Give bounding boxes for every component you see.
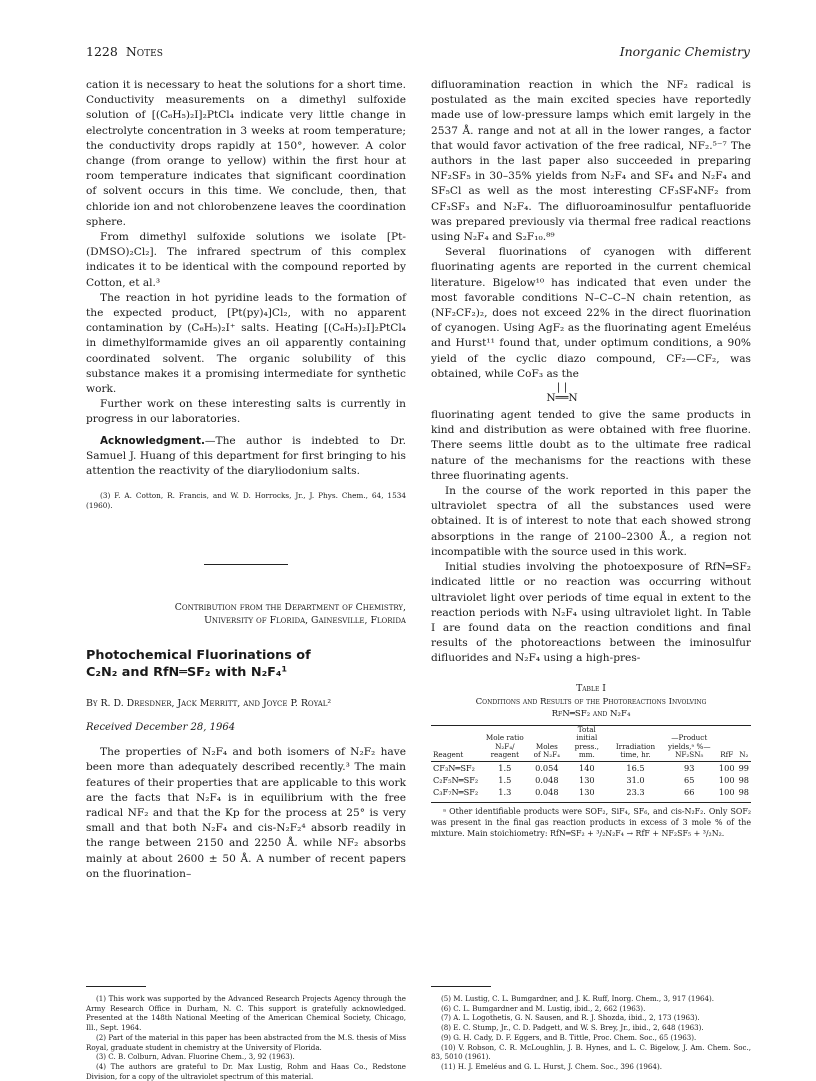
acknowledgment-heading: Acknowledgment. xyxy=(100,434,205,447)
received-date: Received December 28, 1964 xyxy=(86,721,236,733)
footnote: (7) A. L. Logothetis, G. N. Sausen, and R. J. Shozda, ibid., 2, 173 (1963). xyxy=(441,1013,700,1023)
footnote: (3) C. B. Colburn, Advan. Fluorine Chem., 3, 92 (1963). xyxy=(96,1052,295,1062)
table-cell: 1.5 xyxy=(498,763,512,774)
footnote: (1) This work was supported by the Advanced Research Projects Agency through the Army Research Office in Durham, N. C. This support is gratefully acknowledged. Presented at the 148th National Meeting of the American Chemical Society, Chicago, Ill., Sept. 1964. xyxy=(86,994,406,1033)
table-cell: 0.054 xyxy=(535,763,559,774)
table-header: Moles of N₂F₄ xyxy=(529,725,564,762)
affiliation-line: Contribution from the Department of Chemistry, xyxy=(174,601,406,613)
footnote: (5) M. Lustig, C. L. Bumgardner, and J. K. Ruff, Inorg. Chem., 3, 917 (1964). xyxy=(441,994,715,1003)
paragraph: The reaction in hot pyridine leads to the formation of the expected product, [Pt(py)₄]Cl₂, with no apparent contamination by (C₆H₅)₂I⁺ salts. Heating [(C₆H₅)₂I]₂PtCl₄ in dimethylformamide gives an oil apparently containing coordinated solvent. The organic solubility of this substance makes it a promising intermediate for synthetic work. xyxy=(86,291,406,396)
journal-name: Inorganic Chemistry xyxy=(619,44,750,59)
table-footnote: ᵃ Other identifiable products were SOF₂, SiF₄, SF₆, and cis-N₂F₂. Only SOF₂ was present in the final gas reaction products in excess of 3 mole % of the mixture. Main stoichiometry: RfN═SF₂ + ³/₂N₂F₄ → RfF + NF₂SF₅ + ³/₂N₂. xyxy=(431,802,751,839)
paragraph: fluorinating agent tended to give the same products in kind and distribution as were obtained with free fluorine. There seems little doubt as to the ultimate free radical nature of the mechanisms for the reactions with these three fluorinating agents. xyxy=(431,409,751,482)
reference-3: (3) F. A. Cotton, R. Francis, and W. D. Horrocks, Jr., J. Phys. Chem., 64, 1534 (1960). xyxy=(86,491,406,511)
table-cell: C₂F₅N═SF₂ xyxy=(433,775,479,786)
footnote: (8) E. C. Stump, Jr., C. D. Padgett, and W. S. Brey, Jr., ibid., 2, 648 (1963). xyxy=(441,1023,704,1033)
table-cell: CF₃N═SF₂ xyxy=(433,763,475,774)
table-cell: 100 xyxy=(718,763,735,774)
table-header: N₂ xyxy=(737,725,751,762)
footnote: (2) Part of the material in this paper has been abstracted from the M.S. thesis of Miss Royal, graduate student in chemistry at the University of Florida. xyxy=(86,1032,406,1052)
table-header: —Product yields,ᵃ %— NF₂SN₅ xyxy=(662,725,717,762)
table-caption: Conditions and Results of the Photoreactions Involving xyxy=(475,696,707,707)
section-divider xyxy=(204,564,288,565)
table-cell: 140 xyxy=(578,763,595,774)
table-cell: 100 xyxy=(718,787,735,798)
table-cell: 0.048 xyxy=(535,787,559,798)
acknowledgment xyxy=(86,434,406,480)
table-cell: 98 xyxy=(738,775,749,786)
table-cell: 1.3 xyxy=(498,787,512,798)
footnote: (9) G. H. Cady, D. F. Eggers, and B. Tittle, Proc. Chem. Soc., 65 (1963). xyxy=(441,1032,697,1042)
paragraph: The properties of N₂F₄ and both isomers of N₂F₂ have been more than adequately described recently.³ The main features of their properties that are applicable to this work are the facts that N₂F₄ is in equilibrium with the free radical NF₂ and that the Kp for the process at 25° is very small and that both N₂F₄ and cis-N₂F₂⁴ absorb readily in the range between 2150 and 2250 Å. while NF₂ absorbs mainly at about 2600 ± 50 Å. A number of recent papers on the fluorination– xyxy=(86,746,406,880)
section-name: Notes xyxy=(125,44,163,59)
table-caption: RfN═SF₂ and N₂F₄ xyxy=(551,708,631,719)
table-cell: C₃F₇N═SF₂ xyxy=(433,787,479,798)
table-cell: 98 xyxy=(738,787,749,798)
affiliation-line: University of Florida, Gainesville, Florida xyxy=(204,614,406,626)
article-title xyxy=(86,647,406,681)
paragraph: Initial studies involving the photoexposure of RfN═SF₂ indicated little or no reaction was occurring without ultraviolet light over periods of time equal in extent to the reaction periods with N₂F₄ using ultraviolet light. In Table I are found data on the reaction conditions and final results of the photoreactions between the iminosulfur difluorides and N₂F₄ using a high-pres- xyxy=(431,561,751,665)
footnotes-right xyxy=(431,994,751,1072)
authors: By R. D. Dresdner, Jack Merritt, and Joyce P. Royal² xyxy=(86,697,332,709)
table-cell: 23.3 xyxy=(626,787,645,798)
table-label: Table I xyxy=(576,682,606,694)
running-header-left xyxy=(86,44,163,59)
table-cell: 100 xyxy=(718,775,735,786)
footnote: (11) H. J. Emeléus and G. L. Hurst, J. Chem. Soc., 396 (1964). xyxy=(441,1061,662,1071)
table-cell: 65 xyxy=(684,775,695,786)
table-cell: 31.0 xyxy=(626,775,645,786)
table-cell: 66 xyxy=(684,787,695,798)
title-line: Photochemical Fluorinations of xyxy=(86,647,311,663)
page-number: 1228 xyxy=(86,44,118,59)
table-cell: 16.5 xyxy=(626,763,645,774)
table-cell: 130 xyxy=(578,787,595,798)
table-header: Mole ratio N₂F₄/ reagent xyxy=(480,725,529,762)
results-table xyxy=(431,725,751,799)
footnotes-left xyxy=(86,994,406,1081)
table-header: Reagent xyxy=(431,725,480,762)
right-column xyxy=(431,78,751,839)
table-cell: 130 xyxy=(578,775,595,786)
footnote: (4) The authors are grateful to Dr. Max Lustig, Rohm and Haas Co., Redstone Division, for a copy of the ultraviolet spectrum of this material. xyxy=(86,1061,406,1081)
paragraph: Several fluorinations of cyanogen with different fluorinating agents are reported in the current chemical literature. Bigelow¹⁰ has indicated that even under the most favorable conditions N–C–C–N chain retention, as (NF₂CF₂)₂, does not exceed 22% in the direct fluorination of cyanogen. Using AgF₂ as the fluorinating agent Emeléus and Hurst¹¹ found that, under optimum conditions, a 90% yield of the cyclic diazo compound, CF₂—CF₂, was obtained, while CoF₃ as the xyxy=(431,246,751,380)
structure-bonds: | | xyxy=(556,381,568,394)
paragraph: From dimethyl sulfoxide solutions we isolate [Pt-(DMSO)₂Cl₂]. The infrared spectrum of this complex indicates it to be identical with the compound reported by Cotton, et al.³ xyxy=(86,231,406,289)
acknowledgment-text: —The author is indebted to Dr. Samuel J. Huang of this department for first bringing to his attention the reactivity of the diaryliodonium salts. xyxy=(86,434,406,478)
paragraph: cation it is necessary to heat the solutions for a short time. Conductivity measurements on a dimethyl sulfoxide solution of [(C₆H₅)₂I]₂PtCl₄ indicate very little change in electrolyte concentration in 3 weeks at room temperature; the conductivity drops rapidly at 150°, however. A color change (from orange to yellow) within the first hour at room temperature indicates that significant coordination of solvent occurs in this time. We conclude, then, that chloride ion and not chlorobenzene leaves the coordination sphere. xyxy=(86,79,406,228)
table-header: RfF xyxy=(717,725,737,762)
table-cell: 99 xyxy=(738,763,749,774)
title-line: C₂N₂ and RfN═SF₂ with N₂F₄¹ xyxy=(86,664,288,680)
paragraph: difluoramination reaction in which the NF₂ radical is postulated as the main excited species have reportedly made use of low-pressure lamps which emit largely in the 2537 Å. range and not at all in the lower ranges, a factor that would favor activation of the free radical, NF₂.⁵⁻⁷ The authors in the last paper also succeeded in preparing NF₂SF₅ in 30–35% yields from N₂F₄ and SF₄ and N₂F₄ and SF₅Cl as well as the most interesting CF₃SF₄NF₂ from CF₃SF₃ and N₂F₄. The difluoroaminosulfur pentafluoride was prepared previously via thermal free radical reactions using N₂F₄ and S₂F₁₀.⁸⁹ xyxy=(431,79,751,244)
table-row xyxy=(431,774,751,786)
left-column xyxy=(86,78,406,882)
table-header: Total initial press., mm. xyxy=(564,725,609,762)
structure-ring: N══N xyxy=(546,392,578,405)
footnote-rule xyxy=(431,986,491,987)
footnote: (6) C. L. Bumgardner and M. Lustig, ibid., 2, 662 (1963). xyxy=(441,1003,646,1013)
table-cell: 93 xyxy=(684,763,695,774)
footnote-rule xyxy=(86,986,146,987)
table-header: Irradiation time, hr. xyxy=(609,725,661,762)
table-row xyxy=(431,786,751,798)
table-cell: 0.048 xyxy=(535,775,559,786)
table-cell: 1.5 xyxy=(498,775,512,786)
footnote: (10) V. Robson, C. R. McLoughlin, J. B. Hynes, and L. C. Bigelow, J. Am. Chem. Soc., 83, 5010 (1961). xyxy=(431,1042,751,1062)
paragraph: In the course of the work reported in this paper the ultraviolet spectra of all the substances used were obtained. It is of interest to note that each showed strong absorptions in the range of 2100–2300 Å., a region not incompatible with the source used in this work. xyxy=(431,485,751,558)
paragraph: Further work on these interesting salts is currently in progress in our laboratories. xyxy=(86,398,406,426)
table-row xyxy=(431,762,751,775)
